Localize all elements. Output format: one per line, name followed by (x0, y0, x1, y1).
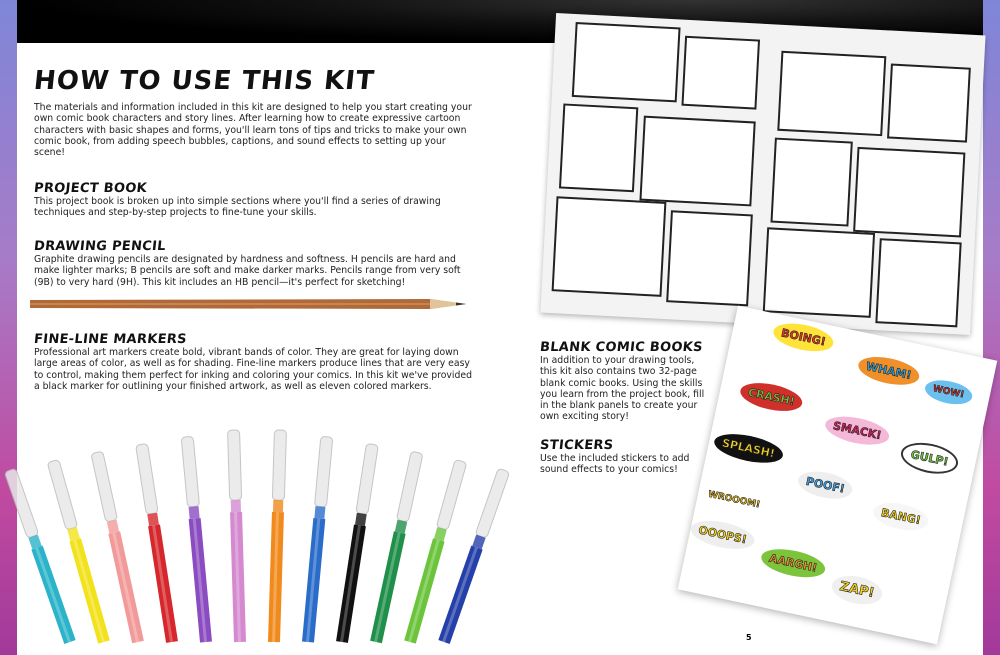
marker (136, 443, 178, 642)
sticker: BOING! (771, 319, 836, 356)
section-stickers (540, 438, 710, 476)
comic-page-right (763, 33, 978, 328)
marker (228, 430, 246, 642)
section-body: In addition to your drawing tools, this kit also contains two 32-page blank comic books. Using the skills you learn from the project book, fill in the blank panels to create your own exciting story! (540, 355, 705, 423)
sticker: GULP! (898, 438, 961, 478)
section-fine-line-markers (34, 332, 479, 392)
markers-image (20, 422, 480, 647)
sticker: WHAM! (856, 352, 922, 389)
pencil-image (30, 298, 466, 310)
sticker: SPLASH! (712, 429, 785, 468)
comic-page-left (551, 21, 766, 316)
marker (336, 443, 378, 642)
section-heading: PROJECT BOOK (33, 181, 148, 196)
page-number: 5 (746, 633, 752, 642)
section-heading: BLANK COMIC BOOKS (539, 340, 704, 355)
marker (181, 436, 212, 642)
sticker: ZAP! (829, 572, 884, 609)
sticker: OOOPS! (688, 516, 757, 554)
right-border (983, 0, 1000, 655)
section-body: Use the included stickers to add sound effects to your comics! (540, 453, 690, 476)
section-drawing-pencil (34, 239, 479, 288)
sticker-sheet-image (678, 306, 998, 645)
sticker: WROOOM! (707, 489, 761, 511)
section-body: Graphite drawing pencils are designated by hardness and softness. H pencils are hard and make lighter marks; B pencils are soft and make darker marks. Pencils range from very soft (9B) to very hard (9H). This kit includes an HB pencil—it's perfect for sketching! (34, 254, 461, 288)
sticker: SMACK! (823, 412, 892, 450)
left-border (0, 0, 17, 655)
intro-text: The materials and information included in this kit are designed to help you start creating your own comic book characters and story lines. After learning how to create expressive cartoon characters with basic shapes and forms, you'll learn tons of tips and tricks to make your own comic book, from adding speech bubbles, captions, and sound effects to setting up your scene! (34, 102, 472, 159)
section-body: This project book is broken up into simple sections where you'll find a series of drawing techniques and step-by-step projects to fine-tune your skills. (34, 196, 441, 219)
marker (268, 430, 286, 642)
section-heading: STICKERS (539, 438, 615, 453)
section-heading: FINE-LINE MARKERS (33, 332, 188, 347)
section-project-book (34, 181, 479, 219)
section-blank-comic-books (540, 340, 710, 423)
section-body: Professional art markers create bold, vibrant bands of color. They are great for laying down large areas of color, as well as for shading. Fine-line markers produce lines that are very easy to control, making them perfect for inking and coloring your comics. In this kit we've provided a black marker for outlining your finished artwork, as well as eleven colored markers. (34, 347, 473, 392)
blank-comic-book-image (540, 13, 985, 335)
sticker: POOF! (796, 467, 855, 503)
page-title: HOW TO USE THIS KIT (32, 66, 377, 96)
sticker: BANG! (871, 499, 931, 535)
sticker: CRASH! (738, 378, 805, 416)
section-heading: DRAWING PENCIL (33, 239, 167, 254)
sticker: WOW! (923, 377, 974, 408)
marker (302, 436, 333, 642)
sticker: AARGH! (759, 544, 828, 582)
